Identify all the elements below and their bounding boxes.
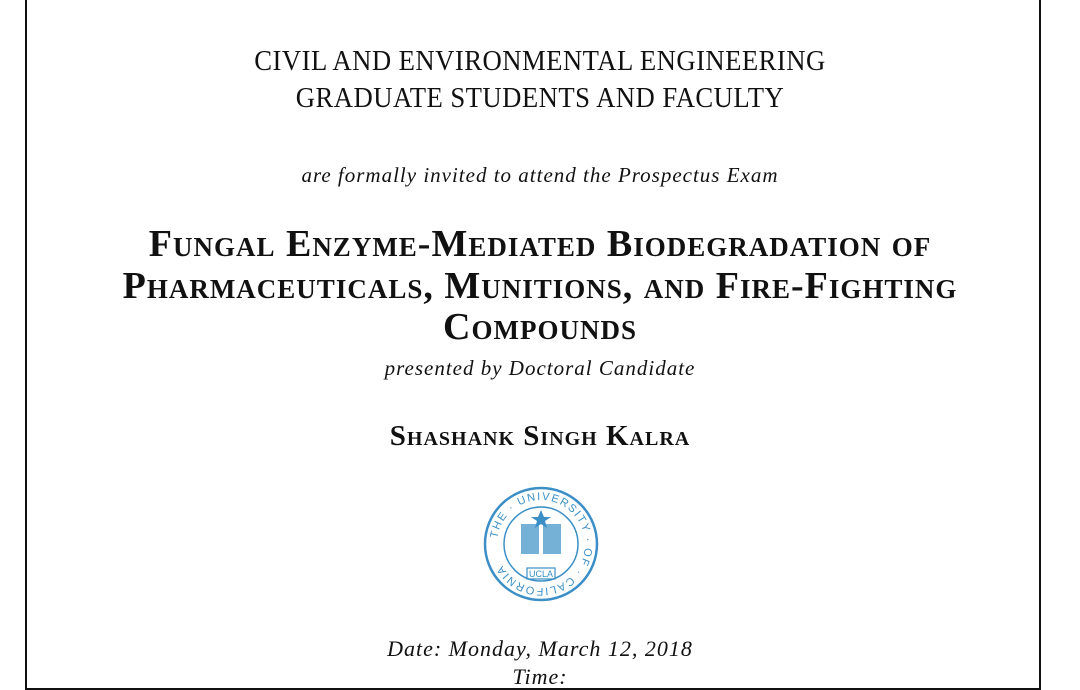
exam-title-line-1: Fungal Enzyme-Mediated Biodegradation of <box>148 223 932 265</box>
svg-text:THE · UNIVERSITY · OF · CALIFO: THE · UNIVERSITY · OF · CALIFORNIA <box>488 490 595 598</box>
ucla-seal-logo <box>483 486 599 602</box>
exam-title-line-3: Compounds <box>443 306 637 348</box>
candidate-name: Shashank Singh Kalra <box>389 420 691 452</box>
presented-by-text: presented by Doctoral Candidate <box>384 356 696 380</box>
exam-date: Date: Monday, March 12, 2018 <box>387 636 693 661</box>
exam-title-line-2: Pharmaceuticals, Munitions, and Fire-Fighting <box>122 265 958 307</box>
svg-text:UCLA: UCLA <box>528 569 554 579</box>
department-line-2: GRADUATE STUDENTS AND FACULTY <box>295 82 785 114</box>
exam-time: Time: <box>512 664 568 689</box>
invitation-text: are formally invited to attend the Prospectus Exam <box>301 163 779 187</box>
department-line-1: CIVIL AND ENVIRONMENTAL ENGINEERING <box>254 45 826 77</box>
